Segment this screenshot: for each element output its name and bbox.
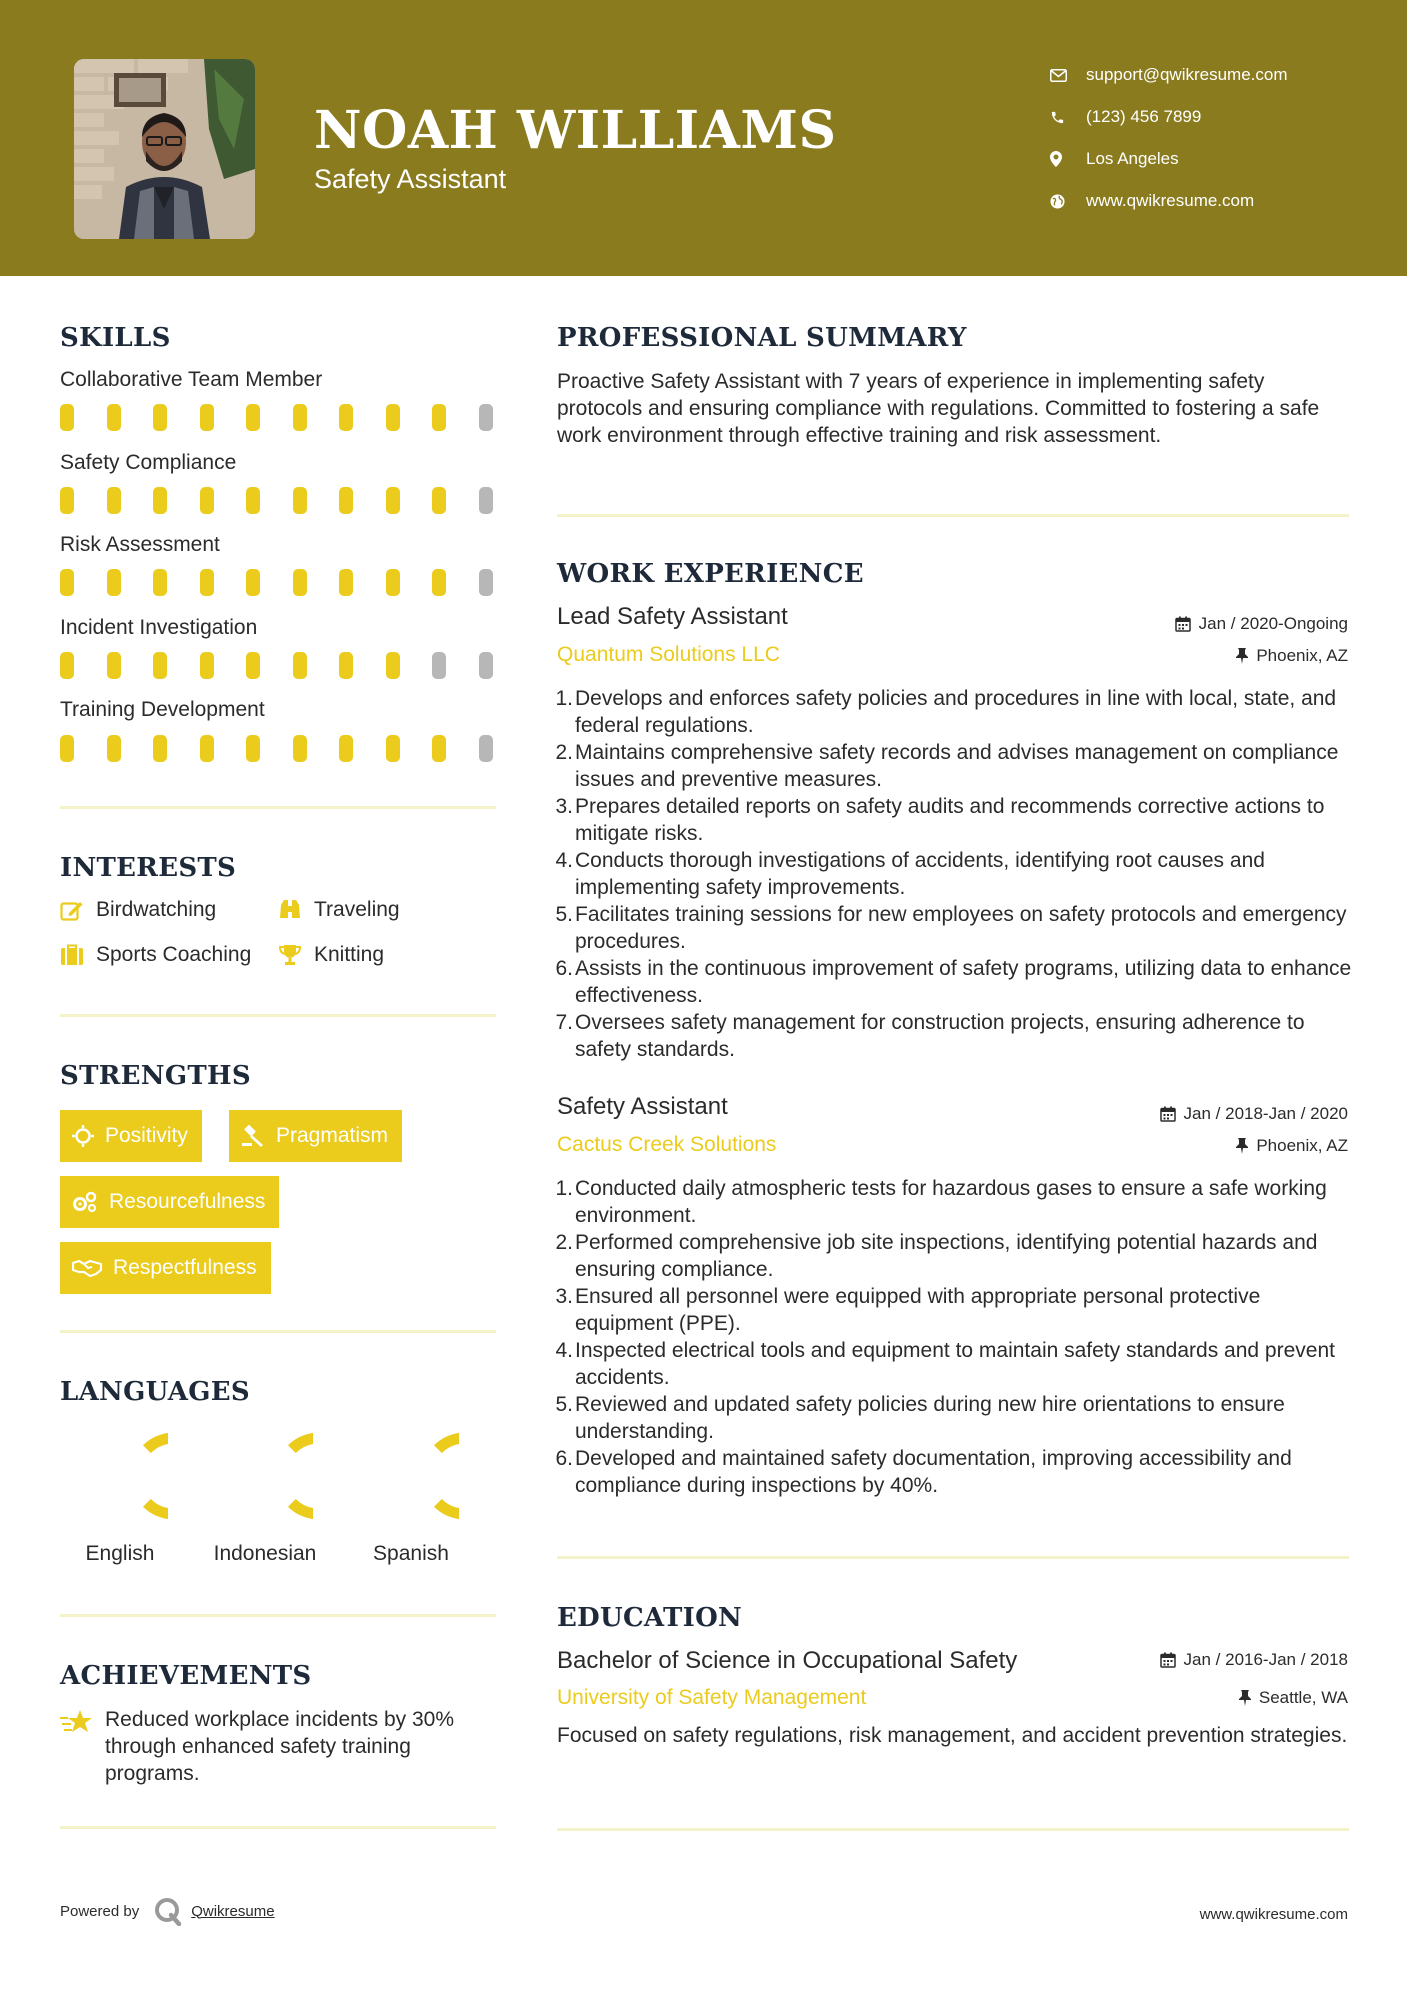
rating-dot-filled: [200, 735, 214, 762]
rating-dot-empty: [479, 735, 493, 762]
experience-heading: WORK EXPERIENCE: [557, 559, 864, 589]
profile-photo: [74, 59, 255, 239]
education-school: University of Safety Management: [557, 1686, 867, 1709]
job-dates: [1160, 1104, 1348, 1124]
rating-dot-filled: [293, 404, 307, 431]
contact-email-text: support@qwikresume.com: [1086, 65, 1288, 84]
section-divider: [557, 1556, 1349, 1559]
gears-icon: [72, 1191, 98, 1213]
rating-dot-filled: [339, 569, 353, 596]
pencil-square-icon: [60, 899, 96, 921]
envelope-icon: [1050, 69, 1086, 82]
language-name: Indonesian: [213, 1542, 317, 1565]
contact-list: [1050, 54, 1288, 222]
rating-dot-filled: [107, 404, 121, 431]
contact-email[interactable]: [1050, 54, 1288, 96]
skill-rating: [60, 735, 525, 762]
rating-dot-filled: [60, 404, 74, 431]
list-item: 5. Reviewed and updated safety policies during new hire orientations to ensure understanding.: [555, 1393, 1285, 1443]
job-duties-list: [557, 685, 1352, 1063]
contact-website-text: www.qwikresume.com: [1086, 191, 1255, 210]
powered-by-text: Powered by: [60, 1902, 140, 1920]
strength-badge: [60, 1176, 279, 1228]
briefcase-icon: [60, 944, 96, 966]
list-item: 5. Facilitates training sessions for new employees on safety protocols and emergency procedures.: [555, 903, 1347, 953]
list-item: 6. Developed and maintained safety documentation, improving accessibility and compliance during inspections by 40%.: [555, 1447, 1292, 1497]
job-company: Cactus Creek Solutions: [557, 1133, 777, 1156]
languages-heading: LANGUAGES: [60, 1377, 250, 1407]
education-location: [1239, 1688, 1348, 1708]
rating-dot-filled: [386, 569, 400, 596]
list-item: 3. Prepares detailed reports on safety audits and recommends corrective actions to mitigate risks.: [555, 795, 1325, 845]
contact-website[interactable]: [1050, 180, 1288, 222]
education-heading: EDUCATION: [557, 1603, 743, 1633]
language-item: [200, 1428, 330, 1566]
skill-rating: [60, 404, 525, 431]
rating-dot-filled: [107, 569, 121, 596]
rating-dot-filled: [386, 487, 400, 514]
strength-label: Resourcefulness: [109, 1190, 266, 1213]
rating-dot-filled: [432, 487, 446, 514]
trophy-icon: [278, 943, 314, 967]
job-location-text: Phoenix, AZ: [1256, 1136, 1348, 1155]
achievements-heading: ACHIEVEMENTS: [60, 1661, 312, 1691]
strength-label: Positivity: [105, 1124, 188, 1147]
rating-dot-filled: [339, 487, 353, 514]
rating-dot-empty: [479, 569, 493, 596]
job-dates-text: Jan / 2018-Jan / 2020: [1183, 1104, 1348, 1123]
contact-phone-text: (123) 456 7899: [1086, 107, 1202, 126]
rating-dot-filled: [432, 569, 446, 596]
job-company: Quantum Solutions LLC: [557, 643, 780, 666]
skill-rating: [60, 652, 525, 679]
qwikresume-link[interactable]: Qwikresume: [191, 1902, 275, 1920]
binoculars-icon: [278, 898, 314, 922]
rating-dot-filled: [153, 735, 167, 762]
job-location: [1236, 1136, 1348, 1156]
skill-rating: [60, 487, 525, 514]
pushpin-icon: [1236, 1138, 1248, 1154]
gavel-icon: [241, 1125, 265, 1147]
job-role: Safety Assistant: [557, 1093, 728, 1120]
section-divider: [557, 514, 1349, 517]
job-dates-text: Jan / 2020-Ongoing: [1198, 614, 1348, 633]
list-item: 6. Assists in the continuous improvement of safety programs, utilizing data to enhance effectiveness.: [555, 957, 1352, 1007]
section-divider: [60, 1614, 496, 1617]
rating-dot-filled: [107, 487, 121, 514]
language-progress-ring: [363, 1428, 459, 1524]
qwikresume-logo-icon: [153, 1896, 183, 1926]
interest-label: Birdwatching: [96, 898, 217, 921]
rating-dot-filled: [432, 735, 446, 762]
job-location-text: Phoenix, AZ: [1256, 646, 1348, 665]
list-item: 7. Oversees safety management for construction projects, ensuring adherence to safety standards.: [555, 1011, 1305, 1061]
section-divider: [60, 1826, 496, 1829]
rating-dot-empty: [479, 487, 493, 514]
pushpin-icon: [1236, 648, 1248, 664]
rating-dot-filled: [246, 404, 260, 431]
interests-heading: INTERESTS: [60, 853, 237, 883]
interest-item: [278, 898, 400, 922]
candidate-title: Safety Assistant: [314, 164, 507, 194]
list-item: 4. Conducts thorough investigations of accidents, identifying root causes and implementing safety improvements.: [555, 849, 1265, 899]
job-role: Lead Safety Assistant: [557, 603, 788, 630]
sun-icon: [72, 1125, 94, 1147]
interest-label: Sports Coaching: [96, 943, 252, 966]
resume-header: [0, 0, 1407, 276]
rating-dot-filled: [293, 569, 307, 596]
section-divider: [60, 806, 496, 809]
calendar-icon: [1175, 616, 1191, 632]
interest-item: [60, 898, 216, 922]
skill-label: Safety Compliance: [60, 451, 237, 474]
list-item: 2. Maintains comprehensive safety records and advises management on compliance issues and preventive measures.: [555, 741, 1339, 791]
globe-icon: [1050, 194, 1086, 209]
rating-dot-filled: [246, 735, 260, 762]
rating-dot-filled: [386, 652, 400, 679]
education-description: Focused on safety regulations, risk management, and accident prevention strategies.: [557, 1724, 1348, 1747]
rating-dot-filled: [293, 652, 307, 679]
rating-dot-empty: [432, 652, 446, 679]
list-item: 2. Performed comprehensive job site inspections, identifying potential hazards and ensuring compliance.: [555, 1231, 1318, 1281]
list-item: 1. Develops and enforces safety policies and procedures in line with local, state, and federal regulations.: [555, 687, 1337, 737]
strength-badge: [60, 1110, 202, 1162]
rating-dot-filled: [432, 404, 446, 431]
section-divider: [60, 1330, 496, 1333]
language-item: [346, 1428, 476, 1566]
rating-dot-filled: [60, 569, 74, 596]
strength-badge: [60, 1242, 271, 1294]
shooting-star-icon: [60, 1706, 105, 1787]
rating-dot-filled: [60, 652, 74, 679]
contact-location-text: Los Angeles: [1086, 149, 1179, 168]
calendar-icon: [1160, 1652, 1176, 1668]
pushpin-icon: [1239, 1690, 1251, 1706]
interest-label: Knitting: [314, 943, 385, 966]
interest-item: [278, 943, 384, 967]
rating-dot-filled: [293, 735, 307, 762]
job-dates: [1175, 614, 1348, 634]
language-name: Spanish: [373, 1542, 449, 1565]
contact-phone[interactable]: [1050, 96, 1288, 138]
skill-label: Training Development: [60, 698, 265, 721]
candidate-name: NOAH WILLIAMS: [314, 100, 837, 161]
rating-dot-filled: [200, 404, 214, 431]
job-location: [1236, 646, 1348, 666]
rating-dot-empty: [479, 652, 493, 679]
summary-text: Proactive Safety Assistant with 7 years of experience in implementing safety protocols and ensuring compliance with regulations. Committed to fostering a safe work environment through effective training and risk assessment.: [557, 370, 1320, 447]
rating-dot-filled: [293, 487, 307, 514]
education-dates: [1160, 1650, 1348, 1670]
list-item: 1. Conducted daily atmospheric tests for hazardous gases to ensure a safe working environment.: [555, 1177, 1327, 1227]
interest-item: [60, 943, 251, 967]
rating-dot-filled: [246, 652, 260, 679]
phone-icon: [1050, 110, 1086, 125]
job-duties-list: [557, 1175, 1352, 1499]
list-item: 3. Ensured all personnel were equipped with appropriate personal protective equipment (PPE).: [555, 1285, 1261, 1335]
education-location-text: Seattle, WA: [1258, 1688, 1348, 1707]
rating-dot-filled: [153, 569, 167, 596]
rating-dot-filled: [60, 487, 74, 514]
section-divider: [557, 1828, 1349, 1831]
map-pin-icon: [1050, 151, 1086, 167]
achievement-text: Reduced workplace incidents by 30% through enhanced safety training programs.: [105, 1708, 455, 1785]
list-item: 4. Inspected electrical tools and equipment to maintain safety standards and prevent accidents.: [555, 1339, 1335, 1389]
rating-dot-filled: [339, 735, 353, 762]
rating-dot-filled: [60, 735, 74, 762]
rating-dot-empty: [479, 404, 493, 431]
rating-dot-filled: [386, 735, 400, 762]
skill-label: Incident Investigation: [60, 616, 258, 639]
rating-dot-filled: [153, 487, 167, 514]
footer-website[interactable]: www.qwikresume.com: [1199, 1906, 1348, 1923]
rating-dot-filled: [107, 652, 121, 679]
rating-dot-filled: [107, 735, 121, 762]
education-degree: Bachelor of Science in Occupational Safety: [557, 1647, 1018, 1674]
handshake-icon: [72, 1257, 102, 1279]
rating-dot-filled: [339, 652, 353, 679]
summary-heading: PROFESSIONAL SUMMARY: [557, 323, 967, 353]
section-divider: [60, 1014, 496, 1017]
rating-dot-filled: [200, 652, 214, 679]
skill-label: Collaborative Team Member: [60, 368, 323, 391]
language-item: [55, 1428, 185, 1566]
rating-dot-filled: [246, 487, 260, 514]
strength-label: Pragmatism: [276, 1124, 389, 1147]
footer-powered-by: [60, 1896, 275, 1926]
strengths-heading: STRENGTHS: [60, 1061, 251, 1091]
contact-location: [1050, 138, 1288, 180]
skill-label: Risk Assessment: [60, 533, 220, 556]
language-progress-ring: [217, 1428, 313, 1524]
rating-dot-filled: [200, 487, 214, 514]
calendar-icon: [1160, 1106, 1176, 1122]
rating-dot-filled: [153, 652, 167, 679]
rating-dot-filled: [339, 404, 353, 431]
skill-rating: [60, 569, 525, 596]
strength-label: Respectfulness: [113, 1256, 257, 1279]
rating-dot-filled: [200, 569, 214, 596]
language-name: English: [85, 1542, 155, 1565]
strength-badge: [229, 1110, 402, 1162]
skills-heading: SKILLS: [60, 323, 171, 353]
interest-label: Traveling: [314, 898, 400, 921]
rating-dot-filled: [246, 569, 260, 596]
rating-dot-filled: [153, 404, 167, 431]
rating-dot-filled: [386, 404, 400, 431]
education-dates-text: Jan / 2016-Jan / 2018: [1183, 1650, 1348, 1669]
achievement-item: [60, 1706, 500, 1787]
language-progress-ring: [72, 1428, 168, 1524]
